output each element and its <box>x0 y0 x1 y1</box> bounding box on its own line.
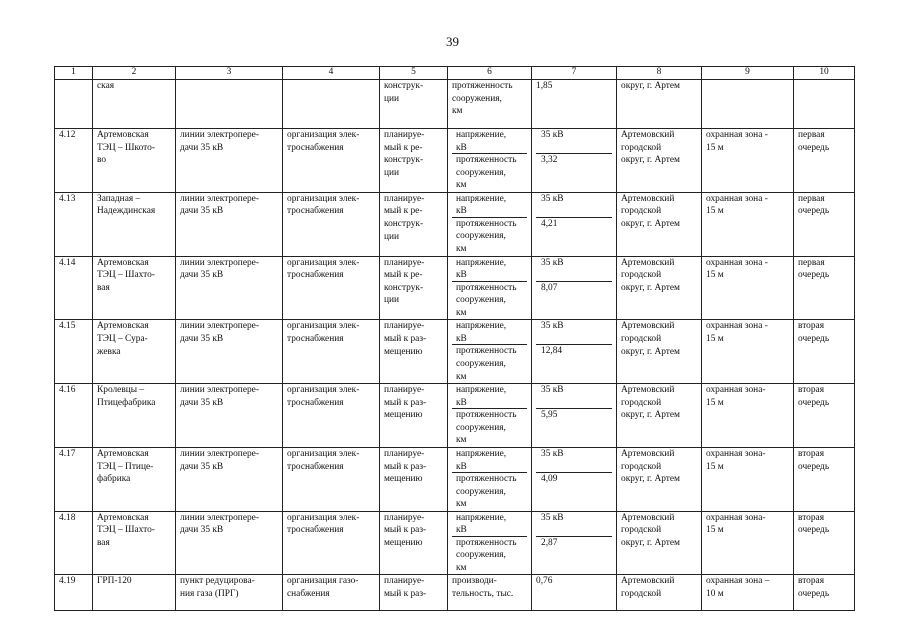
voltage-value: 35 кВ <box>536 193 612 218</box>
object-status: планируе- мый к раз- мещению <box>380 384 448 448</box>
length-value: 5,95 <box>541 410 558 421</box>
cont-param-value-cell: 1,85 <box>532 80 617 129</box>
object-name: Артемовская ТЭЦ – Шкото- во <box>93 129 176 193</box>
object-number: 4.15 <box>55 320 93 384</box>
voltage-label: напряжение, кВ <box>452 512 527 537</box>
document-table <box>54 66 855 611</box>
table-body <box>55 67 855 611</box>
header-cell-1: 1 <box>55 67 93 80</box>
object-number: 4.18 <box>55 511 93 575</box>
cont-location-cell: округ, г. Артем <box>617 80 702 129</box>
header-cell-8: 8 <box>617 67 702 80</box>
voltage-label: напряжение, кВ <box>452 448 527 473</box>
voltage-value: 35 кВ <box>536 320 612 345</box>
parameter-values <box>532 384 617 448</box>
object-status: планируе- мый к раз- <box>380 575 448 611</box>
object-type: линии электропере- дачи 35 кВ <box>176 256 283 320</box>
object-location: Артемовский городской округ, г. Артем <box>617 320 702 384</box>
header-cell-5: 5 <box>380 67 448 80</box>
parameter-values <box>532 320 617 384</box>
parameter-labels <box>448 511 532 575</box>
object-location: Артемовский городской округ, г. Артем <box>617 511 702 575</box>
parameter-values <box>532 256 617 320</box>
cont-stage-cell <box>794 80 855 129</box>
page-number: 39 <box>446 34 459 49</box>
voltage-value: 35 кВ <box>536 129 612 154</box>
parameter-labels <box>448 192 532 256</box>
parameter-labels <box>448 129 532 193</box>
table-row <box>55 511 855 575</box>
parameter-values <box>532 447 617 511</box>
length-label: протяженность сооружения, км <box>456 155 517 191</box>
header-cell-2: 2 <box>93 67 176 80</box>
length-value: 4,21 <box>541 218 558 229</box>
parameter-labels <box>448 447 532 511</box>
length-value: 3,32 <box>541 155 558 165</box>
object-number: 4.14 <box>55 256 93 320</box>
cont-name-cell: ская <box>93 80 176 129</box>
object-type: линии электропере- дачи 35 кВ <box>176 192 283 256</box>
object-status: планируе- мый к ре- конструк- ции <box>380 129 448 193</box>
cont-status-cell: конструк- ции <box>380 80 448 129</box>
object-location: Артемовский городской округ, г. Артем <box>617 129 702 193</box>
table-row <box>55 256 855 320</box>
object-number: 4.19 <box>55 575 93 611</box>
voltage-label: напряжение, кВ <box>452 257 527 282</box>
parameter-labels <box>448 384 532 448</box>
implementation-stage: вторая очередь <box>794 447 855 511</box>
object-name: Артемовская ТЭЦ – Птице- фабрика <box>93 447 176 511</box>
table-row <box>55 320 855 384</box>
object-purpose: организация элек- троснабжения <box>283 384 380 448</box>
length-label: протяженность сооружения, км <box>456 473 517 510</box>
table-row <box>55 192 855 256</box>
table-row <box>55 129 855 193</box>
voltage-label: напряжение, кВ <box>452 320 527 345</box>
cont-zone-cell <box>702 80 794 129</box>
length-label: протяженность сооружения, км <box>456 346 517 382</box>
header-cell-9: 9 <box>702 67 794 80</box>
protection-zone: охранная зона - 15 м <box>702 192 794 256</box>
protection-zone: охранная зона- 15 м <box>702 511 794 575</box>
protection-zone: охранная зона - 15 м <box>702 320 794 384</box>
object-location: Артемовский городской округ, г. Артем <box>617 256 702 320</box>
object-status: планируе- мый к раз- мещению <box>380 320 448 384</box>
cont-num-cell <box>55 80 93 129</box>
object-status: планируе- мый к ре- конструк- ции <box>380 256 448 320</box>
voltage-value: 35 кВ <box>536 257 612 282</box>
object-type: линии электропере- дачи 35 кВ <box>176 447 283 511</box>
object-type: линии электропере- дачи 35 кВ <box>176 320 283 384</box>
parameter-values <box>532 129 617 193</box>
cont-purpose-cell <box>283 80 380 129</box>
implementation-stage: вторая очередь <box>794 320 855 384</box>
cont-param-label-cell: протяженность сооружения, км <box>448 80 532 129</box>
object-purpose: организация элек- троснабжения <box>283 129 380 193</box>
header-cell-3: 3 <box>176 67 283 80</box>
object-location: Артемовский городской округ, г. Артем <box>617 192 702 256</box>
length-label: протяженность сооружения, км <box>456 537 517 573</box>
object-number: 4.16 <box>55 384 93 448</box>
voltage-value: 35 кВ <box>536 448 612 473</box>
length-value: 12,84 <box>541 346 563 357</box>
table-row-last <box>55 575 855 611</box>
length-value: 2,87 <box>541 537 558 548</box>
object-status: планируе- мый к раз- мещению <box>380 447 448 511</box>
object-purpose: организация элек- троснабжения <box>283 511 380 575</box>
header-cell-6: 6 <box>448 67 532 80</box>
length-value: 4,09 <box>541 473 558 484</box>
object-number: 4.17 <box>55 447 93 511</box>
object-location: Артемовский городской округ, г. Артем <box>617 384 702 448</box>
implementation-stage: первая очередь <box>794 129 855 193</box>
voltage-label: напряжение, кВ <box>452 384 527 409</box>
object-name: Кролевцы – Птицефабрика <box>93 384 176 448</box>
object-location: Артемовский городской <box>617 575 702 611</box>
object-name: Западная – Надеждинская <box>93 192 176 256</box>
object-type: линии электропере- дачи 35 кВ <box>176 129 283 193</box>
cont-type-cell <box>176 80 283 129</box>
header-row <box>55 67 855 80</box>
object-purpose: организация элек- троснабжения <box>283 447 380 511</box>
voltage-value: 35 кВ <box>536 384 612 409</box>
object-number: 4.13 <box>55 192 93 256</box>
parameter-labels <box>448 320 532 384</box>
protection-zone: охранная зона - 15 м <box>702 256 794 320</box>
voltage-value: 35 кВ <box>536 512 612 537</box>
length-label: протяженность сооружения, км <box>456 218 517 254</box>
object-type: линии электропере- дачи 35 кВ <box>176 384 283 448</box>
continuation-row <box>55 80 855 129</box>
object-name: Артемовская ТЭЦ – Шахто- вая <box>93 511 176 575</box>
implementation-stage: первая очередь <box>794 256 855 320</box>
object-purpose: организация элек- троснабжения <box>283 256 380 320</box>
object-name: Артемовская ТЭЦ – Шахто- вая <box>93 256 176 320</box>
object-status: планируе- мый к раз- мещению <box>380 511 448 575</box>
table-row <box>55 447 855 511</box>
object-type: линии электропере- дачи 35 кВ <box>176 511 283 575</box>
implementation-stage: первая очередь <box>794 192 855 256</box>
implementation-stage: вторая очередь <box>794 511 855 575</box>
length-label: протяженность сооружения, км <box>456 282 517 318</box>
voltage-label: напряжение, кВ <box>452 193 527 218</box>
implementation-stage: вторая очередь <box>794 575 855 611</box>
object-number: 4.12 <box>55 129 93 193</box>
voltage-label: напряжение, кВ <box>452 129 527 154</box>
protection-zone: охранная зона- 15 м <box>702 447 794 511</box>
object-name: Артемовская ТЭЦ – Сура- жевка <box>93 320 176 384</box>
header-cell-10: 10 <box>794 67 855 80</box>
parameter-values <box>532 511 617 575</box>
object-purpose: организация элек- троснабжения <box>283 320 380 384</box>
protection-zone: охранная зона - 15 м <box>702 129 794 193</box>
parameter-values <box>532 192 617 256</box>
length-label: протяженность сооружения, км <box>456 410 517 446</box>
protection-zone: охранная зона- 15 м <box>702 384 794 448</box>
object-name: ГРП-120 <box>93 575 176 611</box>
parameter-label: производи- тельность, тыс. <box>448 575 532 611</box>
header-cell-4: 4 <box>283 67 380 80</box>
implementation-stage: вторая очередь <box>794 384 855 448</box>
header-cell-7: 7 <box>532 67 617 80</box>
object-purpose: организация газо- снабжения <box>283 575 380 611</box>
protection-zone: охранная зона – 10 м <box>702 575 794 611</box>
object-type: пункт редуцирова- ния газа (ПРГ) <box>176 575 283 611</box>
object-purpose: организация элек- троснабжения <box>283 192 380 256</box>
parameter-value: 0,76 <box>532 575 617 611</box>
length-value: 8,07 <box>541 282 558 293</box>
table-row <box>55 384 855 448</box>
object-status: планируе- мый к ре- конструк- ции <box>380 192 448 256</box>
object-location: Артемовский городской округ, г. Артем <box>617 447 702 511</box>
parameter-labels <box>448 256 532 320</box>
